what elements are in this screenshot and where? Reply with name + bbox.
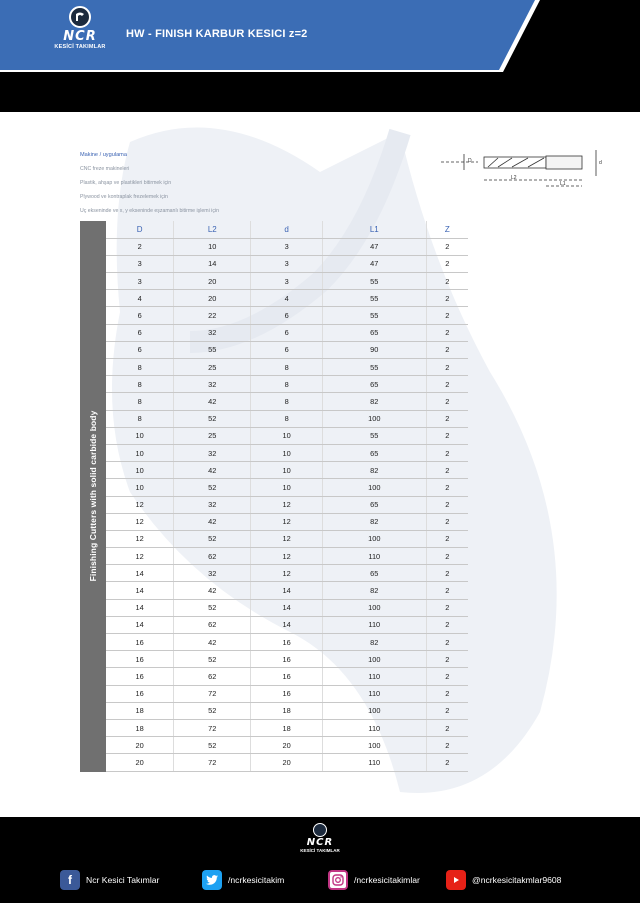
table-row <box>106 719 468 736</box>
table-cell: 12 <box>106 513 174 530</box>
table-cell: 8 <box>251 410 323 427</box>
side-bar <box>80 221 106 772</box>
table-cell: 110 <box>322 616 426 633</box>
table-cell: 12 <box>251 530 323 547</box>
table-row <box>106 634 468 651</box>
table-cell: 18 <box>251 719 323 736</box>
table-cell: 47 <box>322 255 426 272</box>
table-cell: 62 <box>174 548 251 565</box>
table-row <box>106 754 468 771</box>
logo-subtitle: KESİCİ TAKIMLAR <box>54 44 106 50</box>
table-cell: 100 <box>322 599 426 616</box>
table-cell: 10 <box>106 479 174 496</box>
table-cell: 16 <box>106 634 174 651</box>
table-row <box>106 599 468 616</box>
table-cell: 14 <box>106 599 174 616</box>
footer-brand: NCR <box>306 837 334 848</box>
table-cell: 8 <box>106 393 174 410</box>
table-row <box>106 462 468 479</box>
instagram-icon <box>328 870 348 890</box>
application-notes <box>80 148 440 218</box>
table-cell: 10 <box>106 462 174 479</box>
table-cell: 2 <box>426 582 468 599</box>
logo-brand: NCR <box>63 29 97 44</box>
spec-table-panel <box>80 221 470 772</box>
table-cell: 20 <box>106 754 174 771</box>
table-cell: 20 <box>174 290 251 307</box>
table-row <box>106 737 468 754</box>
table-cell: 100 <box>322 530 426 547</box>
table-row <box>106 444 468 461</box>
table-cell: 8 <box>251 359 323 376</box>
table-cell: 52 <box>174 651 251 668</box>
table-cell: 2 <box>426 513 468 530</box>
table-cell: 72 <box>174 754 251 771</box>
table-row <box>106 530 468 547</box>
table-cell: 55 <box>322 427 426 444</box>
table-cell: 10 <box>251 427 323 444</box>
table-cell: 2 <box>426 737 468 754</box>
table-cell: 82 <box>322 582 426 599</box>
social-instagram[interactable] <box>328 869 420 891</box>
table-row <box>106 273 468 290</box>
table-cell: 65 <box>322 565 426 582</box>
application-line: Uç ekseninde ve x, y ekseninde eşzamanlı bitirme işlemi için <box>80 208 219 214</box>
table-row <box>106 668 468 685</box>
table-row <box>106 410 468 427</box>
table-row <box>106 616 468 633</box>
page-title: HW - FINISH KARBUR KESICI z=2 <box>126 28 308 40</box>
table-cell: 10 <box>106 427 174 444</box>
table-cell: 16 <box>251 634 323 651</box>
table-cell: 42 <box>174 513 251 530</box>
cutter-drawing <box>436 140 606 190</box>
table-row <box>106 685 468 702</box>
table-cell: 8 <box>251 376 323 393</box>
social-youtube[interactable] <box>446 869 561 891</box>
table-cell: 52 <box>174 479 251 496</box>
table-cell: 52 <box>174 737 251 754</box>
table-cell: 72 <box>174 719 251 736</box>
table-cell: 55 <box>322 359 426 376</box>
table-cell: 16 <box>251 668 323 685</box>
table-cell: 2 <box>426 410 468 427</box>
table-cell: 100 <box>322 410 426 427</box>
table-cell: 22 <box>174 307 251 324</box>
table-cell: 100 <box>322 702 426 719</box>
table-cell: 32 <box>174 444 251 461</box>
table-cell: 12 <box>106 548 174 565</box>
table-cell: 2 <box>426 719 468 736</box>
table-cell: 110 <box>322 668 426 685</box>
table-cell: 3 <box>251 273 323 290</box>
table-row <box>106 290 468 307</box>
col-header: D <box>106 221 174 238</box>
table-cell: 82 <box>322 393 426 410</box>
table-cell: 2 <box>426 616 468 633</box>
table-cell: 42 <box>174 393 251 410</box>
table-cell: 2 <box>426 702 468 719</box>
col-header: d <box>251 221 323 238</box>
table-cell: 42 <box>174 634 251 651</box>
table-cell: 110 <box>322 754 426 771</box>
table-row <box>106 548 468 565</box>
table-cell: 100 <box>322 651 426 668</box>
youtube-icon <box>446 870 466 890</box>
dim-d-label: d <box>599 160 602 166</box>
table-cell: 8 <box>106 410 174 427</box>
table-cell: 2 <box>426 651 468 668</box>
table-cell: 2 <box>426 599 468 616</box>
side-label: Finishing Cutters with solid carbide body <box>88 410 98 582</box>
table-row <box>106 255 468 272</box>
social-label: /ncrkesicitakimlar <box>354 875 420 885</box>
dim-L1-label: L1 <box>560 181 566 187</box>
social-label: @ncrkesicitakmlar9608 <box>472 875 562 885</box>
table-cell: 2 <box>426 255 468 272</box>
table-cell: 2 <box>426 754 468 771</box>
footer-brand-subtitle: KESİCİ TAKIMLAR <box>300 848 340 853</box>
table-row <box>106 376 468 393</box>
table-row <box>106 702 468 719</box>
table-cell: 42 <box>174 462 251 479</box>
table-cell: 110 <box>322 719 426 736</box>
col-header: L1 <box>322 221 426 238</box>
table-cell: 25 <box>174 359 251 376</box>
col-header: L2 <box>174 221 251 238</box>
table-cell: 12 <box>251 548 323 565</box>
table-cell: 55 <box>322 290 426 307</box>
table-cell: 90 <box>322 341 426 358</box>
table-cell: 3 <box>251 255 323 272</box>
table-cell: 2 <box>426 530 468 547</box>
table-cell: 4 <box>251 290 323 307</box>
table-cell: 52 <box>174 702 251 719</box>
table-cell: 12 <box>251 565 323 582</box>
table-cell: 2 <box>426 668 468 685</box>
table-cell: 2 <box>426 548 468 565</box>
table-cell: 72 <box>174 685 251 702</box>
table-cell: 25 <box>174 427 251 444</box>
table-cell: 6 <box>251 324 323 341</box>
table-cell: 16 <box>106 651 174 668</box>
social-twitter[interactable] <box>202 869 284 891</box>
table-cell: 2 <box>106 238 174 255</box>
table-cell: 20 <box>106 737 174 754</box>
table-cell: 3 <box>251 238 323 255</box>
table-cell: 4 <box>106 290 174 307</box>
dim-D-label: D <box>468 158 472 164</box>
table-cell: 32 <box>174 324 251 341</box>
table-cell: 12 <box>106 496 174 513</box>
logo-mark-icon <box>69 6 91 28</box>
table-row <box>106 513 468 530</box>
table-cell: 47 <box>322 238 426 255</box>
spec-table <box>106 221 468 772</box>
table-cell: 2 <box>426 565 468 582</box>
table-cell: 82 <box>322 462 426 479</box>
table-cell: 62 <box>174 668 251 685</box>
header-logo[interactable] <box>50 6 110 58</box>
table-cell: 42 <box>174 582 251 599</box>
table-cell: 2 <box>426 238 468 255</box>
table-cell: 2 <box>426 359 468 376</box>
social-facebook[interactable] <box>60 869 159 891</box>
table-cell: 10 <box>251 444 323 461</box>
table-cell: 8 <box>106 376 174 393</box>
table-cell: 65 <box>322 496 426 513</box>
table-cell: 2 <box>426 427 468 444</box>
table-cell: 2 <box>426 290 468 307</box>
table-cell: 2 <box>426 496 468 513</box>
table-row <box>106 324 468 341</box>
table-cell: 16 <box>106 668 174 685</box>
application-heading: Makine / uygulama <box>80 152 127 158</box>
table-cell: 52 <box>174 530 251 547</box>
application-line: CNC freze makineleri <box>80 166 130 172</box>
table-cell: 20 <box>251 754 323 771</box>
table-cell: 2 <box>426 307 468 324</box>
table-cell: 55 <box>322 273 426 290</box>
application-line: Plywood ve kontraplak frezelemek için <box>80 194 168 200</box>
application-line: Plastik, ahşap ve plastikleri bitirmek için <box>80 180 172 186</box>
table-cell: 110 <box>322 685 426 702</box>
table-cell: 82 <box>322 513 426 530</box>
table-cell: 18 <box>106 719 174 736</box>
table-cell: 6 <box>106 307 174 324</box>
table-row <box>106 427 468 444</box>
table-cell: 65 <box>322 376 426 393</box>
table-header-row <box>106 221 468 238</box>
table-cell: 2 <box>426 393 468 410</box>
table-row <box>106 582 468 599</box>
dim-L2-label: L2 <box>511 175 517 181</box>
table-cell: 3 <box>106 273 174 290</box>
table-cell: 2 <box>426 341 468 358</box>
table-cell: 32 <box>174 496 251 513</box>
table-row <box>106 496 468 513</box>
table-cell: 62 <box>174 616 251 633</box>
table-cell: 2 <box>426 479 468 496</box>
facebook-icon: f <box>60 870 80 890</box>
table-cell: 65 <box>322 324 426 341</box>
table-cell: 12 <box>106 530 174 547</box>
table-cell: 100 <box>322 737 426 754</box>
social-label: /ncrkesicitakim <box>228 875 285 885</box>
social-label: Ncr Kesici Takımlar <box>86 875 160 885</box>
table-cell: 12 <box>251 496 323 513</box>
table-cell: 2 <box>426 685 468 702</box>
table-cell: 65 <box>322 444 426 461</box>
table-cell: 8 <box>106 359 174 376</box>
table-cell: 14 <box>106 582 174 599</box>
table-cell: 16 <box>251 685 323 702</box>
table-row <box>106 393 468 410</box>
table-cell: 20 <box>251 737 323 754</box>
table-cell: 6 <box>251 341 323 358</box>
table-cell: 10 <box>174 238 251 255</box>
table-cell: 2 <box>426 273 468 290</box>
table-cell: 16 <box>106 685 174 702</box>
logo-mark-icon <box>313 823 327 837</box>
table-cell: 20 <box>174 273 251 290</box>
table-cell: 55 <box>322 307 426 324</box>
table-cell: 2 <box>426 324 468 341</box>
col-header: Z <box>426 221 468 238</box>
table-cell: 32 <box>174 376 251 393</box>
table-cell: 18 <box>106 702 174 719</box>
table-row <box>106 479 468 496</box>
table-cell: 18 <box>251 702 323 719</box>
table-cell: 110 <box>322 548 426 565</box>
table-cell: 6 <box>251 307 323 324</box>
table-row <box>106 341 468 358</box>
table-cell: 14 <box>251 599 323 616</box>
table-cell: 6 <box>106 324 174 341</box>
table-cell: 55 <box>174 341 251 358</box>
table-row <box>106 307 468 324</box>
table-cell: 10 <box>251 462 323 479</box>
table-cell: 2 <box>426 444 468 461</box>
table-cell: 52 <box>174 599 251 616</box>
table-cell: 14 <box>251 616 323 633</box>
table-cell: 32 <box>174 565 251 582</box>
footer-logo[interactable] <box>290 823 350 853</box>
table-cell: 14 <box>106 565 174 582</box>
table-row <box>106 238 468 255</box>
table-cell: 10 <box>251 479 323 496</box>
table-cell: 6 <box>106 341 174 358</box>
table-cell: 2 <box>426 462 468 479</box>
table-cell: 12 <box>251 513 323 530</box>
twitter-icon <box>202 870 222 890</box>
table-cell: 8 <box>251 393 323 410</box>
table-cell: 14 <box>251 582 323 599</box>
table-cell: 100 <box>322 479 426 496</box>
table-row <box>106 651 468 668</box>
table-cell: 2 <box>426 634 468 651</box>
footer <box>0 817 640 903</box>
table-cell: 14 <box>174 255 251 272</box>
table-cell: 3 <box>106 255 174 272</box>
table-cell: 16 <box>251 651 323 668</box>
table-cell: 14 <box>106 616 174 633</box>
table-row <box>106 359 468 376</box>
table-cell: 10 <box>106 444 174 461</box>
table-cell: 52 <box>174 410 251 427</box>
table-row <box>106 565 468 582</box>
table-cell: 82 <box>322 634 426 651</box>
table-cell: 2 <box>426 376 468 393</box>
